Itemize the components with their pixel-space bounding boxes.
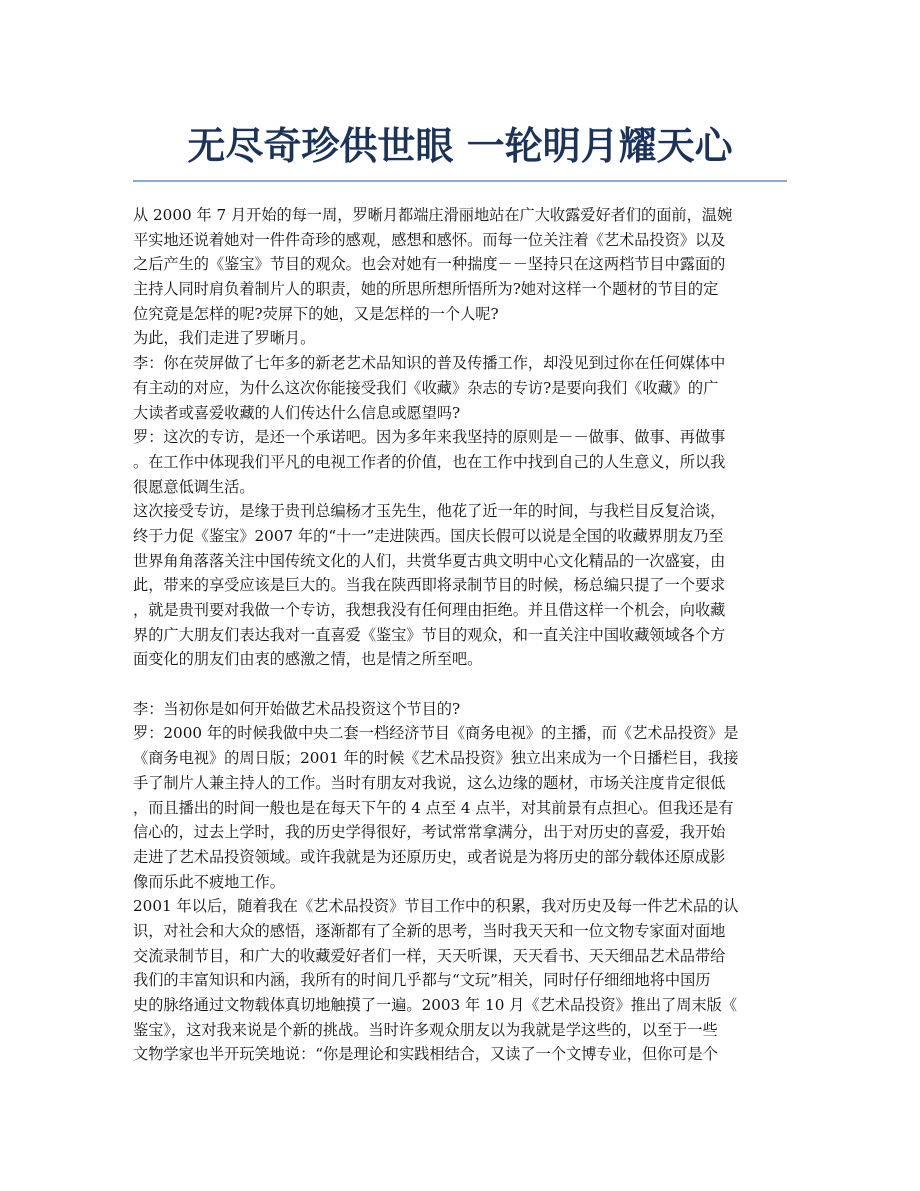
text-line: 大读者或喜爱收藏的人们传达什么信息或愿望吗?: [133, 403, 461, 422]
text-line: 文物学家也半开玩笑地说：“你是理论和实践相结合，又读了一个文博专业，但你可是个: [133, 1045, 718, 1064]
text-line: 李：当初你是如何开始做艺术品投资这个节目的?: [133, 699, 461, 718]
text-line: 界的广大朋友们表达我对一直喜爱《鉴宝》节目的观众，和一直关注中国收藏领域各个方: [133, 625, 726, 644]
text-line: 为此，我们走进了罗晰月。: [133, 329, 316, 348]
text-line: 之后产生的《鉴宝》节目的观众。也会对她有一种揣度－－坚持只在这两档节目中露面的: [133, 255, 726, 274]
text-line: 罗：这次的专访，是还一个承诺吧。因为多年来我坚持的原则是－－做事、做事、再做事: [133, 428, 726, 447]
text-line: ，就是贵刊要对我做一个专访，我想我没有任何理由拒绝。并且借这样一个机会，向收藏: [133, 601, 726, 619]
document-title: 无尽奇珍供世眼 一轮明月耀天心: [187, 124, 733, 168]
text-line: 手了制片人兼主持人的工作。当时有朋友对我说，这么边缘的题材，市场关注度肯定很低: [133, 773, 726, 792]
text-line: 李：你在荧屏做了七年多的新老艺术品知识的普及传播工作，却没见到过你在任何媒体中: [133, 354, 726, 373]
document-body: [133, 203, 793, 1067]
text-line: 世界角角落落关注中国传统文化的人们，共赏华夏古典文明中心文化精品的一次盛宴，由: [133, 551, 726, 570]
text-line: ，而且播出的时间一般也是在每天下午的 4 点至 4 点半，对其前景有点担心。但我还是有: [133, 798, 734, 817]
text-line: 识，对社会和大众的感悟，逐渐都有了全新的思考，当时我天天和一位文物专家面对面地: [133, 921, 726, 940]
text-line: 位究竟是怎样的呢?荧屏下的她，又是怎样的一个人呢?: [133, 304, 499, 323]
text-line: 很愿意低调生活。: [133, 477, 255, 496]
text-line: 有主动的对应，为什么这次你能接受我们《收藏》杂志的专访?是要向我们《收藏》的广: [133, 378, 719, 397]
text-line: 交流录制节目，和广大的收藏爱好者们一样，天天听课，天天看书、天天细品艺术品带给: [133, 946, 726, 965]
text-line: 此，带来的享受应该是巨大的。当我在陕西即将录制节目的时候，杨总编只提了一个要求: [133, 576, 726, 595]
text-line: 走进了艺术品投资领域。或许我就是为还原历史，或者说是为将历史的部分载体还原成影: [133, 847, 726, 866]
title-divider: [133, 180, 787, 182]
text-line: 像而乐此不疲地工作。: [133, 872, 285, 891]
text-line: 终于力促《鉴宝》2007 年的“十一”走进陕西。国庆长假可以说是全国的收藏界朋友乃至: [133, 526, 724, 545]
text-line: 平实地还说着她对一件件奇珍的感观，感想和感怀。而每一位关注着《艺术品投资》以及: [133, 230, 726, 249]
text-line: 2001 年以后，随着我在《艺术品投资》节目工作中的积累，我对历史及每一件艺术品的认: [133, 897, 739, 916]
text-line: 鉴宝》，这对我来说是个新的挑战。当时许多观众朋友以为我就是学这些的，以至于一些: [133, 1020, 718, 1039]
text-line: 信心的，过去上学时，我的历史学得很好，考试常常拿满分，出于对历史的喜爱，我开始: [133, 823, 726, 842]
text-line: 罗：2000 年的时候我做中央二套一档经济节目《商务电视》的主播，而《艺术品投资》是: [133, 724, 739, 743]
text-line: 主持人同时肩负着制片人的职责，她的所思所想所悟所为?她对这样一个题材的节目的定: [133, 280, 719, 299]
text-line: 史的脉络通过文物载体真切地触摸了一遍。2003 年 10 月《艺术品投资》推出了周末版《: [133, 996, 738, 1014]
text-line: 面变化的朋友们由衷的感激之情，也是情之所至吧。: [133, 650, 483, 669]
text-line: 。在工作中体现我们平凡的电视工作者的价值，也在工作中找到自己的人生意义，所以我: [133, 452, 726, 471]
text-line: 《商务电视》的周日版；2001 年的时候《艺术品投资》独立出来成为一个日播栏目，我接: [133, 749, 739, 768]
text-line: 这次接受专访，是缘于贵刊总编杨才玉先生，他花了近一年的时间，与我栏目反复洽谈，: [133, 502, 726, 521]
blank-line: [133, 672, 793, 697]
text-line: 从 2000 年 7 月开始的每一周，罗晰月都端庄滑丽地站在广大收露爱好者们的面前，温婉: [133, 206, 733, 224]
text-line: 我们的丰富知识和内涵，我所有的时间几乎都与“文玩”相关，同时仔仔细细地将中国历: [133, 971, 711, 990]
